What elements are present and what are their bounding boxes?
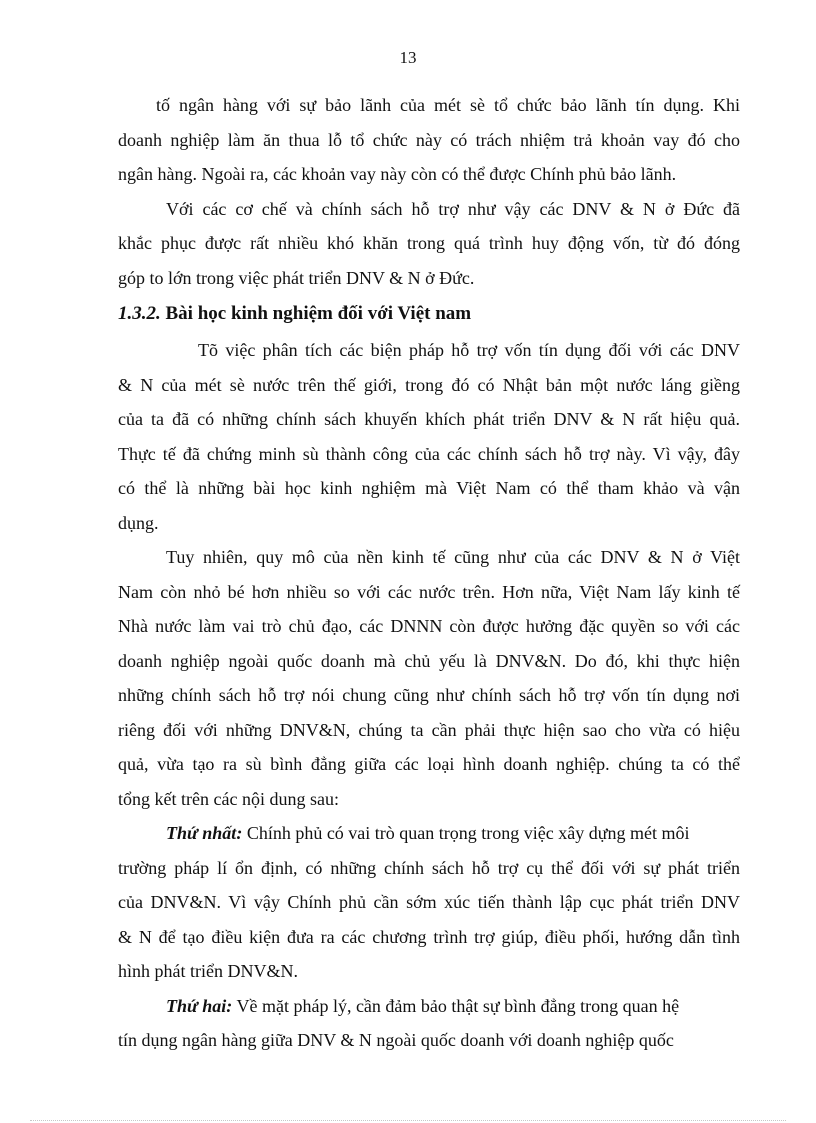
text-line: quả, vừa tạo ra sù bình đẳng giữa các loại hình doanh nghiệp. chúng ta có thể bbox=[118, 754, 740, 774]
paragraph-lead: Thứ hai: bbox=[166, 995, 233, 1016]
text-line: hình phát triển DNV&N. bbox=[118, 961, 298, 981]
text-line: Nam còn nhỏ bé hơn nhiều so với các nước trên. Hơn nữa, Việt Nam lấy kinh tế bbox=[118, 581, 740, 602]
text-line: ngân hàng. Ngoài ra, các khoản vay này còn có thể được Chính phủ bảo lãnh. bbox=[118, 164, 677, 184]
text-line: trường pháp lí ổn định, có những chính sách hỗ trợ cụ thể đối với sự phát triển bbox=[118, 857, 740, 878]
paragraph-6 bbox=[118, 989, 740, 1058]
paragraph-3 bbox=[118, 333, 740, 540]
text-run: Về mặt pháp lý, cần đảm bảo thật sự bình đẳng trong quan hệ bbox=[232, 995, 680, 1016]
text-line: doanh nghiệp làm ăn thua lỗ tổ chức này có trách nhiệm trả khoản vay đó cho bbox=[118, 129, 740, 150]
text-line: tổng kết trên các nội dung sau: bbox=[118, 788, 339, 809]
text-line: những chính sách hỗ trợ nói chung cũng như chính sách hỗ trợ vốn tín dụng nơi bbox=[118, 685, 740, 705]
text-line bbox=[118, 989, 740, 1024]
text-line: góp to lớn trong việc phát triển DNV & N ở Đức. bbox=[118, 267, 475, 288]
page-number: 13 bbox=[399, 48, 417, 67]
text-line: của ta đã có những chính sách khuyến khích phát triển DNV & N rất hiệu quả. bbox=[118, 409, 740, 429]
text-run: Chính phủ có vai trò quan trọng trong việc xây dựng mét môi bbox=[242, 823, 690, 843]
section-heading bbox=[118, 295, 740, 333]
text-line: của DNV&N. Vì vậy Chính phủ cần sớm xúc tiến thành lập cục phát triển DNV bbox=[118, 892, 740, 912]
paragraph-2 bbox=[118, 192, 740, 296]
section-number: 1.3.2. bbox=[118, 303, 161, 324]
paragraph-lead: Thứ nhất: bbox=[166, 823, 243, 843]
text-line: tố ngân hàng với sự bảo lãnh của mét sè tổ chức bảo lãnh tín dụng. Khi bbox=[156, 95, 740, 115]
page-bottom-divider bbox=[30, 1120, 786, 1121]
text-line: tín dụng ngân hàng giữa DNV & N ngoài quốc doanh với doanh nghiệp quốc bbox=[118, 1030, 674, 1050]
paragraph-5 bbox=[118, 816, 740, 989]
text-line: Tõ việc phân tích các biện pháp hỗ trợ vốn tín dụng đối với các DNV bbox=[198, 340, 740, 360]
text-line: Nhà nước làm vai trò chủ đạo, các DNNN còn được hưởng đặc quyền so với các bbox=[118, 616, 740, 636]
text-line: Tuy nhiên, quy mô của nền kinh tế cũng như của các DNV & N ở Việt bbox=[166, 547, 740, 567]
paragraph-4 bbox=[118, 540, 740, 816]
section-title: Bài học kinh nghiệm đối với Việt nam bbox=[165, 303, 472, 324]
text-line: Với các cơ chế và chính sách hỗ trợ như vậy các DNV & N ở Đức đã bbox=[166, 198, 740, 219]
text-line: riêng đối với những DNV&N, chúng ta cần phải thực hiện sao cho vừa có hiệu bbox=[118, 719, 740, 740]
text-line: & N để tạo điều kiện đưa ra các chương trình trợ giúp, điều phối, hướng dẫn tình bbox=[118, 926, 740, 947]
text-line: dụng. bbox=[118, 512, 159, 533]
document-body bbox=[118, 88, 740, 1058]
text-line: & N của mét sè nước trên thế giới, trong đó có Nhật bản một nước láng giềng bbox=[118, 374, 740, 395]
text-line: khắc phục được rất nhiều khó khăn trong quá trình huy động vốn, từ đó đóng bbox=[118, 233, 740, 253]
text-line bbox=[118, 816, 740, 851]
text-line: có thể là những bài học kinh nghiệm mà Việt Nam có thể tham khảo và vận bbox=[118, 478, 740, 498]
paragraph-1 bbox=[118, 88, 740, 192]
text-line: doanh nghiệp ngoài quốc doanh mà chủ yếu là DNV&N. Do đó, khi thực hiện bbox=[118, 650, 740, 671]
text-line: Thực tế đã chứng minh sù thành công của các chính sách hỗ trợ này. Vì vậy, đây bbox=[118, 443, 740, 464]
